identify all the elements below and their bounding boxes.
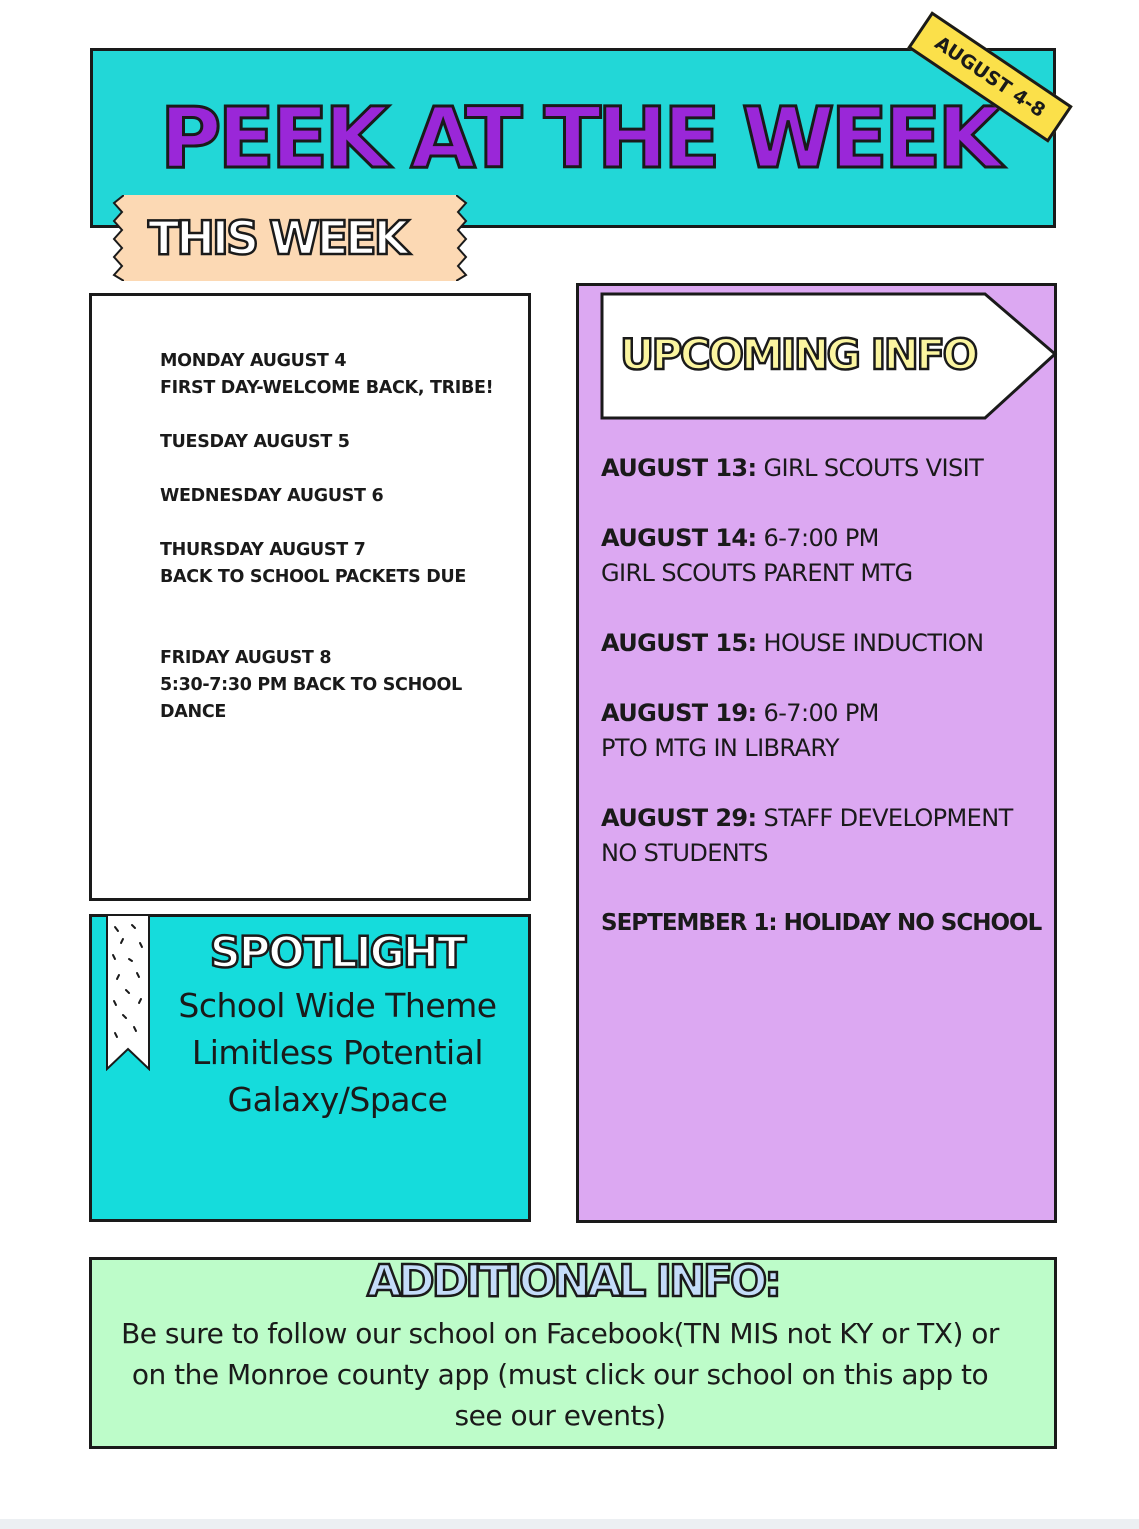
day-thursday: THURSDAY AUGUST 7 BACK TO SCHOOL PACKETS DUE [160,540,467,587]
date-tag-label: AUGUST 4-8 [930,32,1050,122]
event-text: 6-7:00 PM [756,524,879,552]
event-detail: GIRL SCOUTS PARENT MTG [601,559,913,587]
event-text: HOUSE INDUCTION [756,629,984,657]
event-text: STAFF DEVELOPMENT [756,804,1013,832]
this-week-label: THIS WEEK [148,211,407,265]
event-text: 6-7:00 PM [756,699,879,727]
event-detail: NO STUDENTS [601,839,768,867]
spotlight-title: SPOTLIGHT [209,928,465,978]
day-friday: FRIDAY AUGUST 8 5:30-7:30 PM BACK TO SCHOOL DANCE [160,648,462,722]
spotlight-line: School Wide Theme [178,986,497,1025]
day-tuesday: TUESDAY AUGUST 5 [160,432,350,452]
event-detail: PTO MTG IN LIBRARY [601,734,839,762]
event-item [601,521,1051,591]
event-date: AUGUST 15: [601,629,757,657]
additional-info-title: ADDITIONAL INFO: [367,1256,779,1307]
bookmark-ribbon-icon [105,915,151,1071]
day-monday: MONDAY AUGUST 4 FIRST DAY-WELCOME BACK, TRIBE! [160,351,494,398]
event-item [601,801,1051,871]
event-text: GIRL SCOUTS VISIT [756,454,984,482]
event-date: AUGUST 14: [601,524,757,552]
spotlight-line: Galaxy/Space [227,1080,448,1119]
event-item [601,451,1051,486]
event-item [601,626,1051,661]
upcoming-title: UPCOMING INFO [620,330,976,379]
spotlight-line: Limitless Potential [191,1033,484,1072]
day-wednesday: WEDNESDAY AUGUST 6 [160,486,384,506]
event-item [601,906,1051,941]
page-title: PEEK AT THE WEEK [160,89,999,187]
additional-info-text: Be sure to follow our school on Facebook(TN MIS not KY or TX) or on the Monroe county app (must click our school on this app to see our events) [121,1317,999,1432]
event-date: AUGUST 13: [601,454,757,482]
zigzag-edge-right [456,195,468,281]
event-date: SEPTEMBER 1: HOLIDAY NO SCHOOL [601,910,1042,936]
event-item [601,696,1051,766]
event-date: AUGUST 19: [601,699,757,727]
this-week-list [160,348,530,726]
page-bottom-strip [0,1519,1139,1529]
this-week-tag [122,195,458,281]
event-date: AUGUST 29: [601,804,757,832]
zigzag-edge-left [112,195,124,281]
